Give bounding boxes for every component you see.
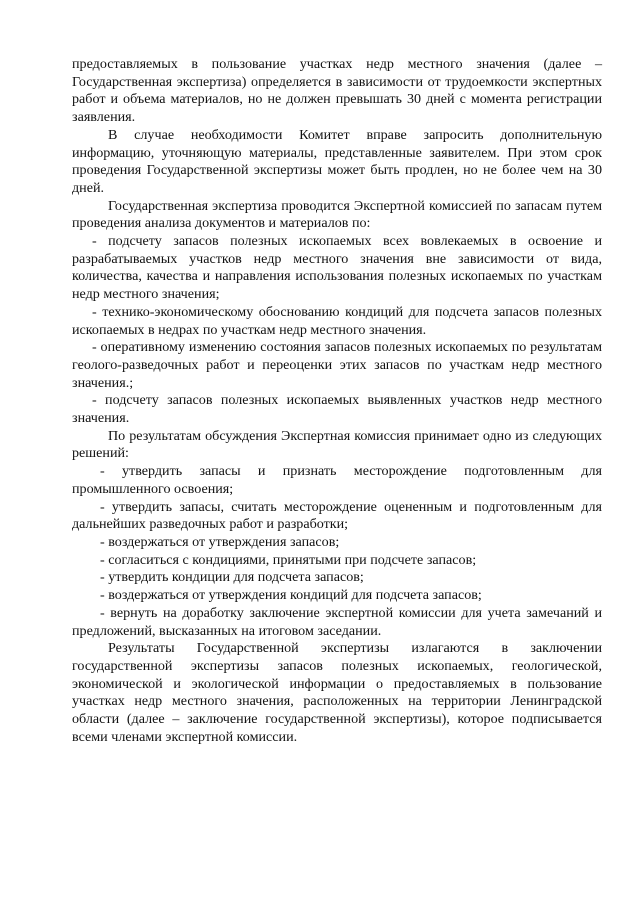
list-item-conditions-justification: - технико-экономическому обоснованию кондиций для подсчета запасов полезных ископаемых в недрах по участкам недр местного значения. <box>72 303 602 338</box>
list-item-reserves-calculation: - подсчету запасов полезных ископаемых всех вовлекаемых в освоение и разрабатываемых участков недр местного значения вне зависимости от вида, количества, качества и направления использования полезных ископаемых по участкам недр местного значения; <box>72 233 602 303</box>
paragraph-results-conclusion: Результаты Государственной экспертизы излагаются в заключении государственной экспертизы запасов полезных ископаемых, геологической, экономической и экологической информации о предоставляемых в пользование участках недр местного значения, расположенных на территории Ленинградской области (далее – заключение государственной экспертизы), которое подписывается всеми членами экспертной комиссии. <box>72 640 602 745</box>
list-item-decision-approve-conditions: - утвердить кондиции для подсчета запасов; <box>100 569 364 586</box>
list-item-decision-approve-industrial: - утвердить запасы и признать месторождение подготовленным для промышленного освоения; <box>72 463 602 497</box>
paragraph-decisions-intro: По результатам обсуждения Экспертная комиссия принимает одно из следующих решений: <box>72 427 602 462</box>
list-item-decision-return: - вернуть на доработку заключение экспертной комиссии для учета замечаний и предложений, высказанных на итоговом заседании. <box>72 604 602 639</box>
list-item-decision-approve-evaluated: - утвердить запасы, считать месторождение оцененным и подготовленным для дальнейших разведочных работ и разработки; <box>72 498 602 533</box>
list-item-identified-sites: - подсчету запасов полезных ископаемых выявленных участков недр местного значения. <box>72 392 602 427</box>
list-item-decision-agree-conditions: - согласиться с кондициями, принятыми при подсчете запасов; <box>100 551 477 568</box>
list-item-operational-change: - оперативному изменению состояния запасов полезных ископаемых по результатам геолого-разведочных работ и переоценки этих запасов по участкам недр местного значения.; <box>72 339 602 391</box>
document-body <box>72 56 602 746</box>
paragraph-review-term: предоставляемых в пользование участках недр местного значения (далее – Государственная экспертиза) определяется в зависимости от трудоемкости экспертных работ и объема материалов, но не должен превышать 30 дней с момента регистрации заявления. <box>72 56 602 126</box>
list-item-decision-abstain-reserves: - воздержаться от утверждения запасов; <box>100 533 340 550</box>
paragraph-commission-analysis: Государственная экспертиза проводится Экспертной комиссией по запасам путем проведения анализа документов и материалов по: <box>72 197 602 232</box>
paragraph-additional-info: В случае необходимости Комитет вправе запросить дополнительную информацию, уточняющую материалы, представленные заявителем. При этом срок проведения Государственной экспертизы может быть продлен, но не более чем на 30 дней. <box>72 126 602 196</box>
list-item-decision-abstain-conditions: - воздержаться от утверждения кондиций для подсчета запасов; <box>100 587 482 604</box>
